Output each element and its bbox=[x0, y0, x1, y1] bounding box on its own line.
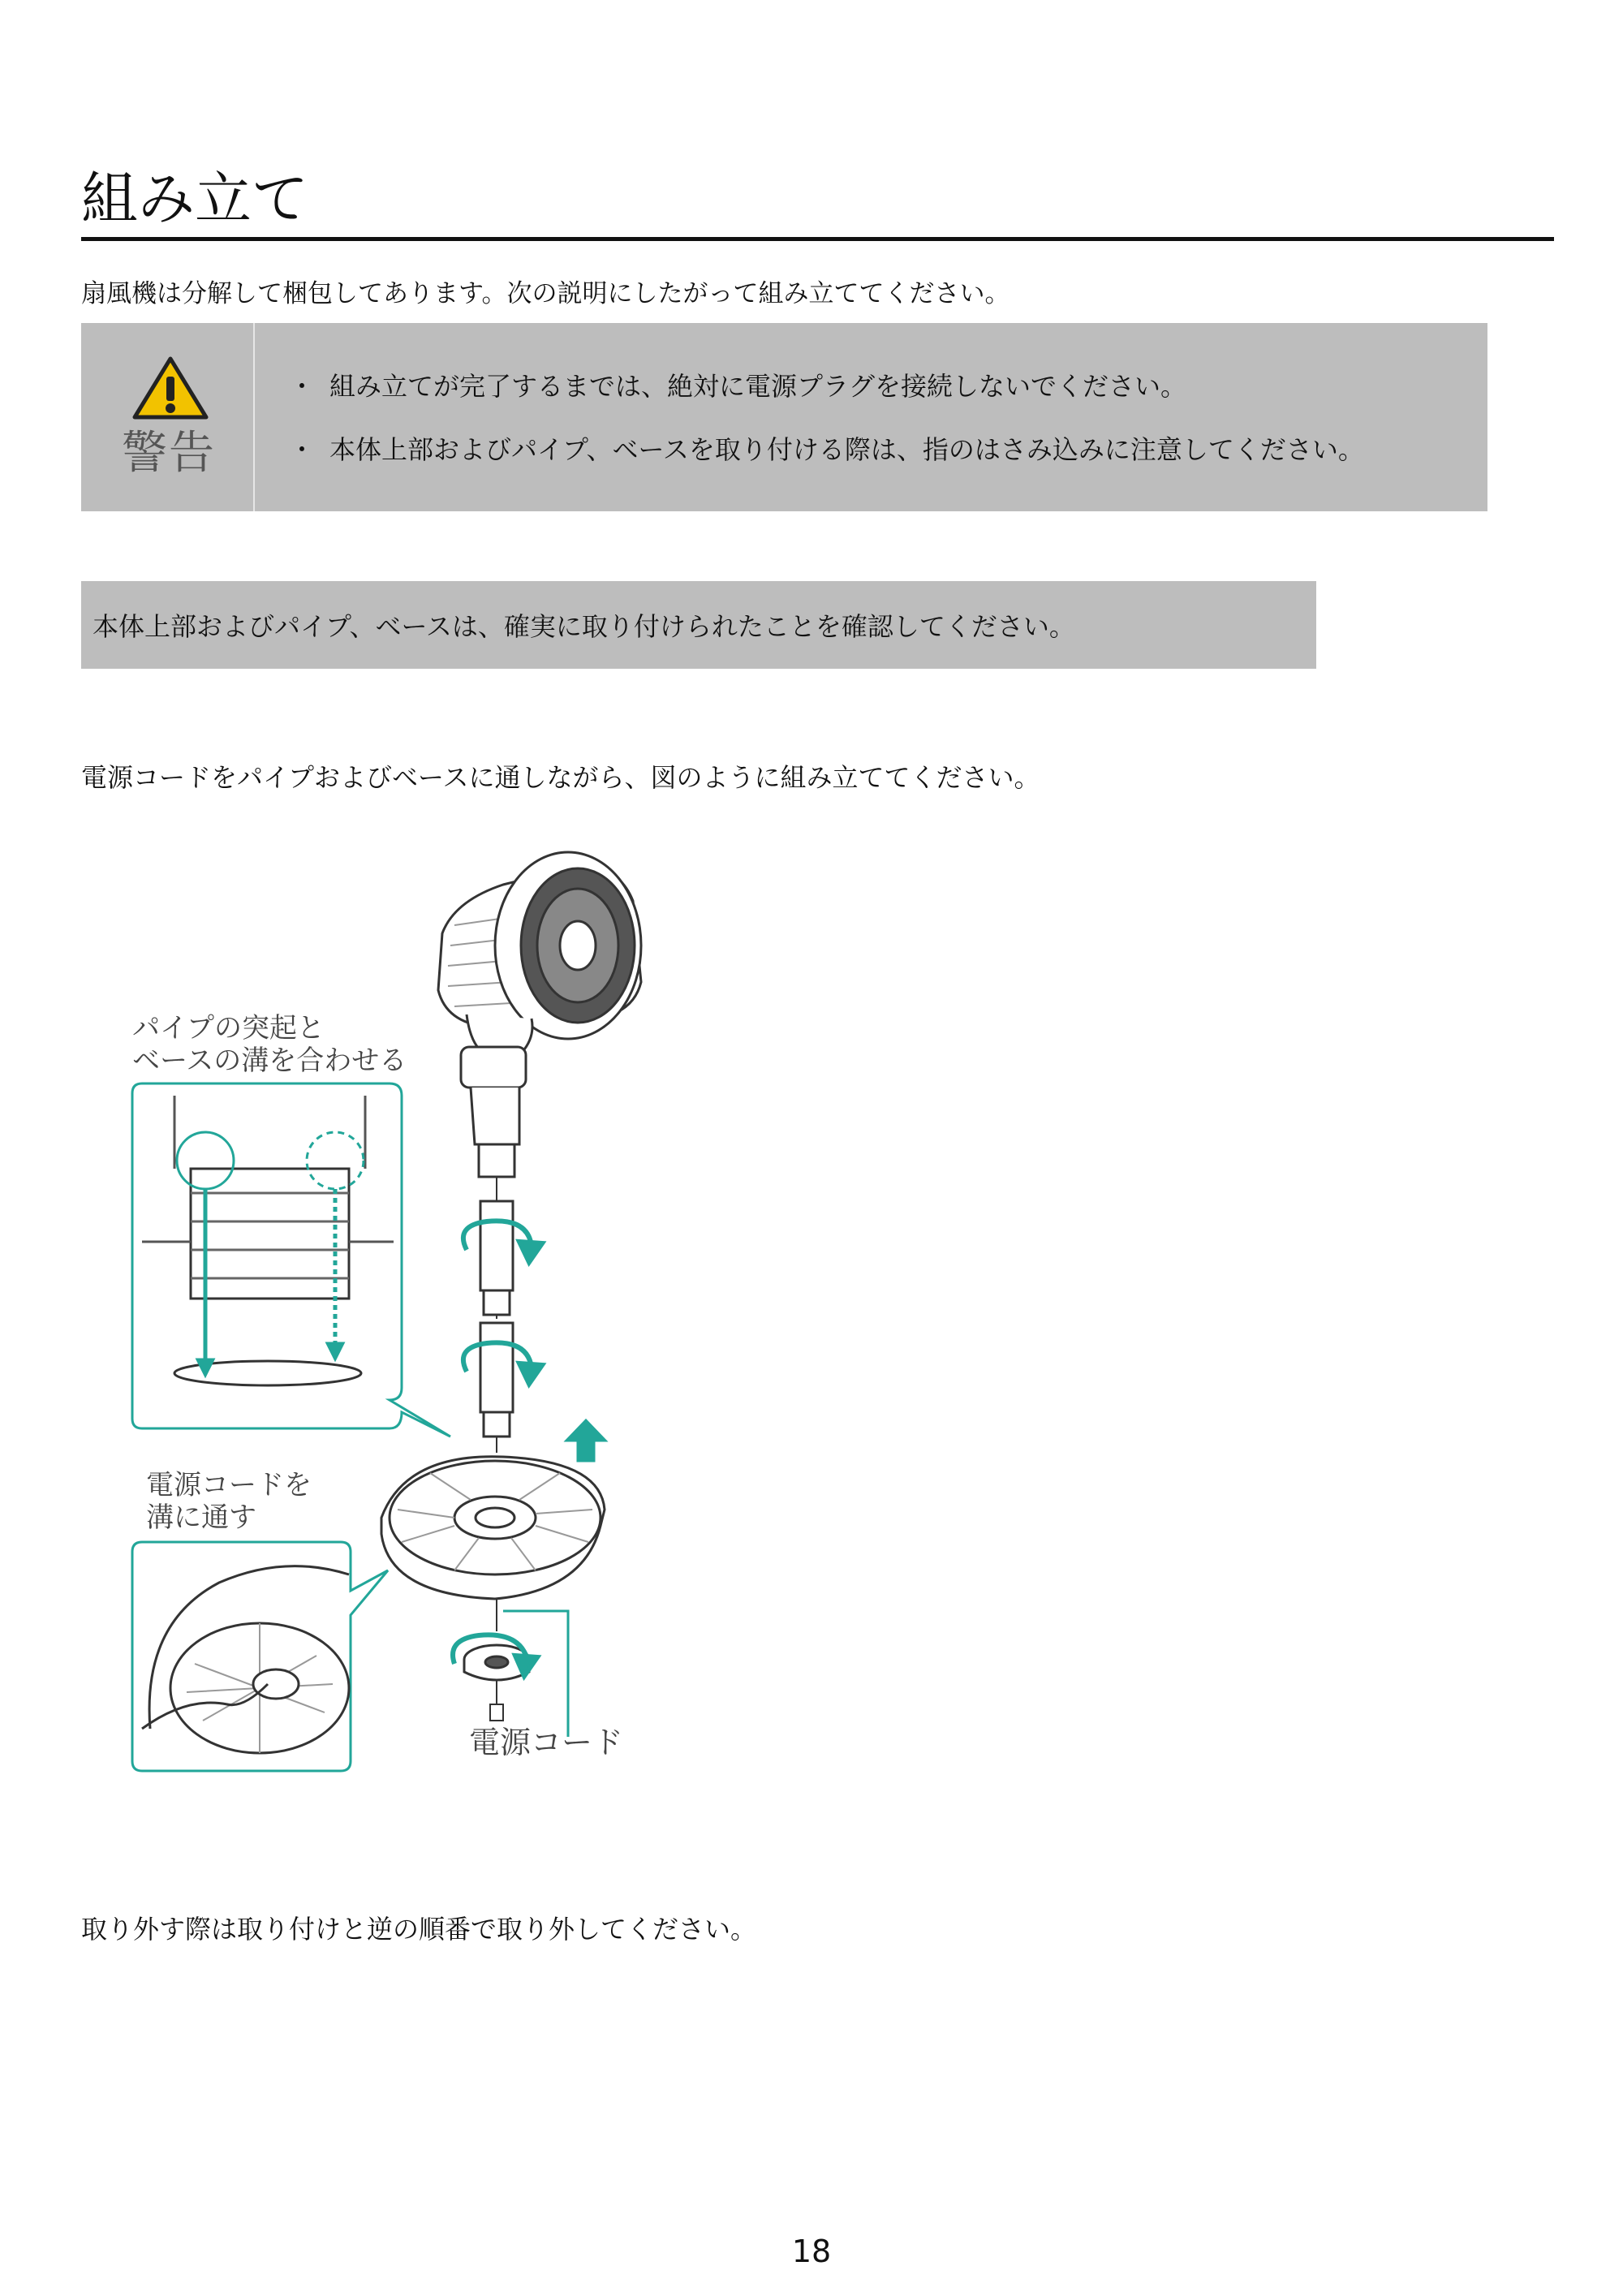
instruction-text: 電源コードをパイプおよびベースに通しながら、図のように組み立ててください。 bbox=[81, 762, 1040, 793]
page-title: 組み立て bbox=[81, 162, 1554, 241]
callout-cord-label-1: 電源コードを bbox=[146, 1469, 312, 1501]
callout-cord-label-2: 溝に通す bbox=[146, 1501, 256, 1534]
fan-head-illustration bbox=[438, 852, 641, 1177]
callout-power-cord: 電源コード bbox=[469, 1725, 624, 1760]
callout-pipe-label-2: ベースの溝を合わせる bbox=[132, 1045, 407, 1077]
pipe-groove-inset bbox=[142, 1096, 394, 1385]
page-number: 18 bbox=[791, 2234, 832, 2269]
callout-pipe-label-1: パイプの突起と bbox=[132, 1012, 325, 1045]
warning-item: ・ 本体上部およびパイプ、ベースを取り付ける際は、指のはさみ込みに注意してください。 bbox=[300, 432, 1364, 467]
warning-item: ・ 組み立てが完了するまでは、絶対に電源プラグを接続しないでください。 bbox=[300, 368, 1364, 404]
intro-text: 扇風機は分解して梱包してあります。次の説明にしたがって組み立ててください。 bbox=[81, 279, 1010, 308]
removal-note: 取り外す際は取り付けと逆の順番で取り外してください。 bbox=[81, 1914, 757, 1945]
note-text: 本体上部およびパイプ、ベースは、確実に取り付けられたことを確認してください。 bbox=[93, 611, 1075, 642]
warning-label: 警告 bbox=[122, 427, 216, 480]
pipe-illustration bbox=[480, 1177, 513, 1453]
arrow-up-icon bbox=[566, 1420, 605, 1461]
cord-groove-inset bbox=[142, 1566, 349, 1753]
base-illustration bbox=[381, 1457, 605, 1631]
